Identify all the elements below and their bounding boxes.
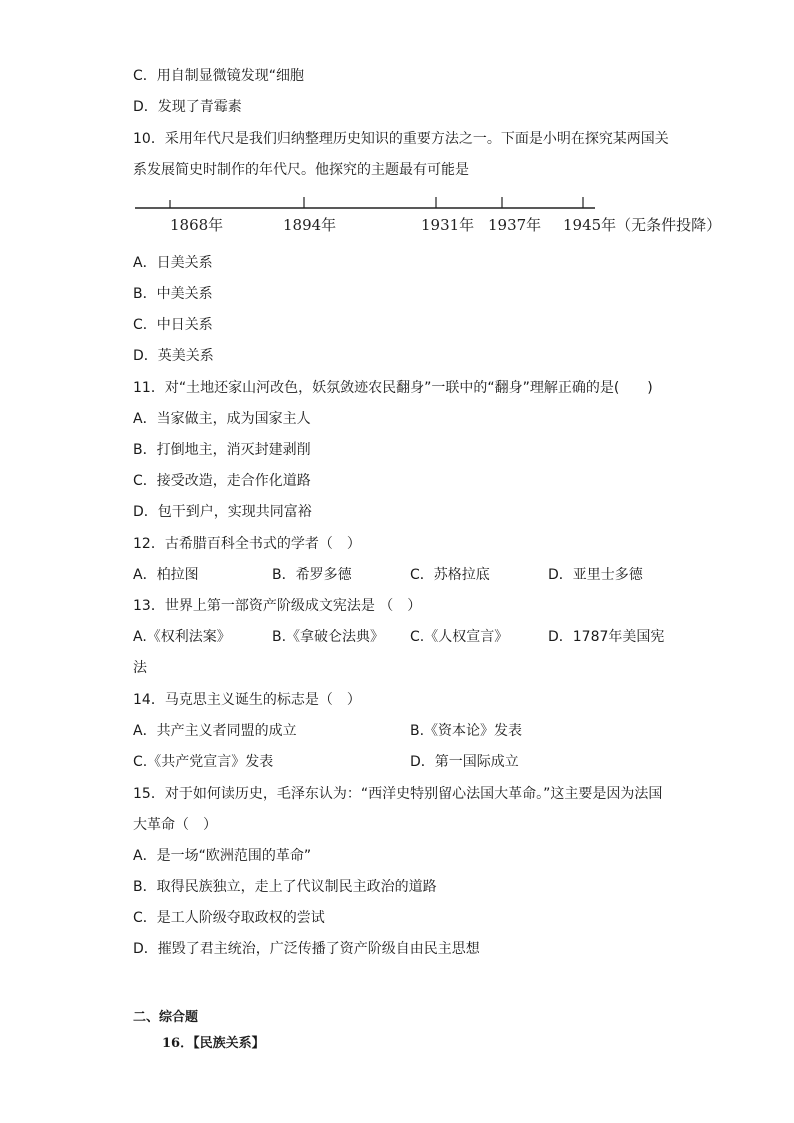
q15-option-a: A．是一场“欧洲范围的革命” [133, 848, 312, 864]
q15-option-b: B．取得民族独立，走上了代议制民主政治的道路 [133, 879, 437, 895]
q14-options-row1 [133, 721, 673, 741]
timeline-label-1945: 1945年（无条件投降） [563, 216, 722, 234]
q16-heading: 16．【民族关系】 [162, 1036, 265, 1051]
q12-stem: 12．古希腊百科全书式的学者（ ） [133, 536, 361, 552]
q10-timeline [133, 192, 722, 242]
q10-option-c: C．中日关系 [133, 317, 213, 333]
q10-stem-line1: 10．采用年代尺是我们归纳整理历史知识的重要方法之一。下面是小明在探究某两国关 [133, 131, 669, 147]
q14-option-b: B.《资本论》发表 [410, 723, 523, 739]
q15-stem-line1: 15．对于如何读历史，毛泽东认为：“西洋史特别留心法国大革命。”这主要是因为法国 [133, 786, 663, 802]
q13-options [133, 627, 673, 647]
q11-stem: 11．对“土地还家山河改色，妖氛敛迹农民翻身”一联中的“翻身”理解正确的是( ) [133, 380, 653, 396]
q10-option-d: D．英美关系 [133, 348, 214, 364]
q15-stem-line2: 大革命（ ） [133, 817, 217, 833]
q13-option-b: B.《拿破仑法典》 [272, 629, 385, 645]
q11-option-d: D．包干到户，实现共同富裕 [133, 504, 312, 520]
timeline-label-1894: 1894年 [283, 216, 337, 234]
timeline-label-1868: 1868年 [170, 216, 224, 234]
q12-option-a: A．柏拉图 [133, 567, 199, 583]
q9-option-d: D．发现了青霉素 [133, 99, 242, 115]
q15-option-d: D．摧毁了君主统治，广泛传播了资产阶级自由民主思想 [133, 941, 480, 957]
q10-stem-line2: 系发展简史时制作的年代尺。他探究的主题最有可能是 [133, 162, 469, 178]
q12-option-d: D．亚里士多德 [548, 567, 643, 583]
q11-option-b: B．打倒地主，消灭封建剥削 [133, 442, 311, 458]
q12-option-c: C．苏格拉底 [410, 567, 490, 583]
q13-option-d: D．1787年美国宪 [548, 629, 665, 645]
q13-option-c: C.《人权宣言》 [410, 629, 509, 645]
q15-option-c: C．是工人阶级夺取政权的尝试 [133, 910, 325, 926]
q12-options [133, 565, 673, 585]
q11-option-a: A．当家做主，成为国家主人 [133, 411, 311, 427]
q14-option-a: A．共产主义者同盟的成立 [133, 723, 297, 739]
timeline-label-1931: 1931年 [421, 216, 475, 234]
q14-option-d: D．第一国际成立 [410, 754, 519, 770]
q14-stem: 14．马克思主义诞生的标志是（ ） [133, 692, 361, 708]
q14-options-row2 [133, 752, 673, 772]
q10-option-a: A．日美关系 [133, 255, 213, 271]
q13-stem: 13．世界上第一部资产阶级成文宪法是 （ ） [133, 598, 422, 614]
section-title: 二、综合题 [133, 1010, 199, 1025]
q12-option-b: B．希罗多德 [272, 567, 352, 583]
q13-option-a: A.《权利法案》 [133, 629, 231, 645]
q14-option-c: C.《共产党宣言》发表 [133, 754, 274, 770]
q10-option-b: B．中美关系 [133, 286, 213, 302]
q13-option-d-wrap: 法 [133, 660, 147, 676]
q11-option-c: C．接受改造，走合作化道路 [133, 473, 311, 489]
q9-option-c: C．用自制显微镜发现“细胞 [133, 68, 305, 84]
timeline-label-1937: 1937年 [488, 216, 542, 234]
